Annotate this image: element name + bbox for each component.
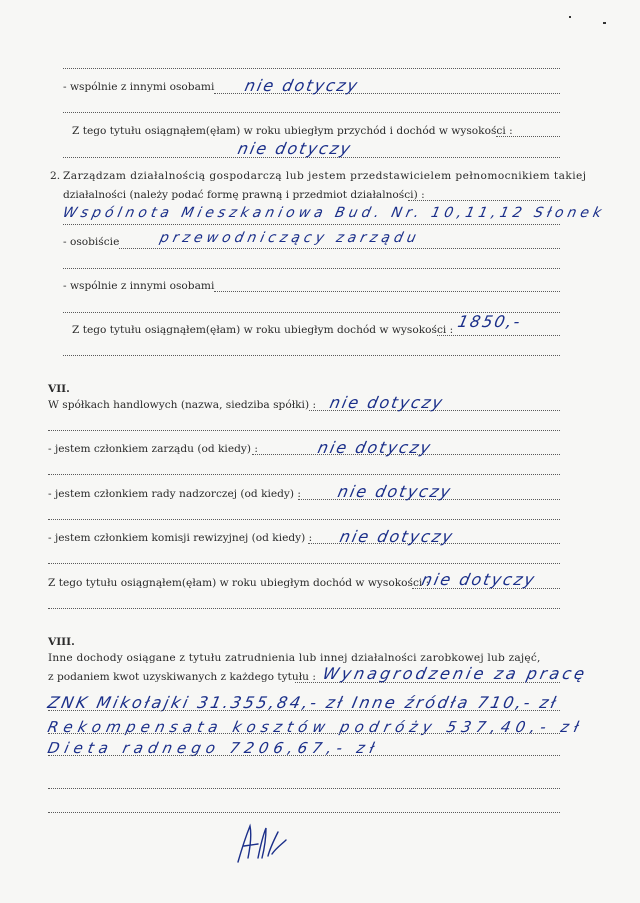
signature-icon [232, 818, 292, 868]
supervisory-value: nie dotyczy [335, 482, 454, 501]
point2-number: 2. [50, 170, 61, 182]
personally-label: - osobiście [63, 236, 120, 248]
dotted-line [48, 788, 560, 789]
scan-speck [603, 22, 606, 24]
section8-value-line1: Wynagrodzenie za pracę [320, 664, 590, 683]
dotted-line [48, 710, 560, 711]
section8-value-line3: Rekompensata kosztów podróży 537,40,- zł [46, 718, 586, 736]
jointly-label: - wspólnie z innymi osobami [63, 81, 215, 93]
section8-value-line2: ZNK Mikołajki 31.355,84,- zł Inne źródła 710,- zł [45, 693, 561, 712]
audit-label: - jestem członkiem komisji rewizyjnej (od kiedy) : [48, 532, 313, 544]
dotted-line [63, 224, 560, 225]
point2-line2: działalności (należy podać formę prawną i przedmiot działalności) : [63, 189, 425, 201]
companies-value: nie dotyczy [327, 393, 446, 412]
dotted-line [119, 248, 560, 249]
dotted-line [48, 608, 560, 609]
dotted-line [214, 291, 560, 292]
board-value: nie dotyczy [315, 438, 434, 457]
audit-value: nie dotyczy [337, 527, 456, 546]
section7-heading: VII. [48, 383, 70, 395]
dotted-line [63, 68, 560, 69]
dotted-line [48, 733, 560, 734]
income-value: nie dotyczy [235, 139, 354, 158]
dotted-line [437, 335, 560, 336]
supervisory-label: - jestem członkiem rady nadzorczej (od kiedy) : [48, 488, 301, 500]
jointly-value: nie dotyczy [242, 76, 361, 95]
dotted-line [48, 430, 560, 431]
dotted-line [63, 112, 560, 113]
dotted-line [48, 755, 560, 756]
board-label: - jestem członkiem zarządu (od kiedy) : [48, 443, 258, 455]
point2-income-text: Z tego tytułu osiągnąłem(ęłam) w roku ubiegłym dochód w wysokości : [72, 324, 454, 336]
dotted-line [48, 812, 560, 813]
point2-income-value: 1850,- [455, 312, 524, 331]
companies-label: W spółkach handlowych (nazwa, siedziba spółki) : [48, 399, 317, 411]
section8-line2: z podaniem kwot uzyskiwanych z każdego tytułu : [48, 671, 316, 683]
section8-value-line4: Dieta radnego 7206,67,- zł [46, 739, 381, 757]
dotted-line [48, 519, 560, 520]
dotted-line [48, 474, 560, 475]
point2-value: Wspólnota Mieszkaniowa Bud. Nr. 10,11,12 Słonek [61, 205, 607, 221]
section7-income-text: Z tego tytułu osiągnąłem(ęłam) w roku ubiegłym dochód w wysokości : [48, 577, 430, 589]
point2-jointly-label: - wspólnie z innymi osobami [63, 280, 215, 292]
scan-speck [569, 16, 571, 18]
section8-heading: VIII. [48, 636, 75, 648]
dotted-line [408, 200, 560, 201]
dotted-line [63, 355, 560, 356]
personally-value: przewodniczący zarządu [158, 230, 422, 246]
dotted-line [48, 563, 560, 564]
section8-line1: Inne dochody osiągane z tytułu zatrudnienia lub innej działalności zarobkowej lub zajęć, [48, 652, 541, 664]
dotted-line [63, 268, 560, 269]
dotted-line [496, 136, 560, 137]
income-text: Z tego tytułu osiągnąłem(ęłam) w roku ubiegłym przychód i dochód w wysokości : [72, 125, 513, 137]
point2-line1: Zarządzam działalnością gospodarczą lub jestem przedstawicielem pełnomocnikiem takiej [63, 170, 587, 182]
section7-income-value: nie dotyczy [419, 570, 538, 589]
